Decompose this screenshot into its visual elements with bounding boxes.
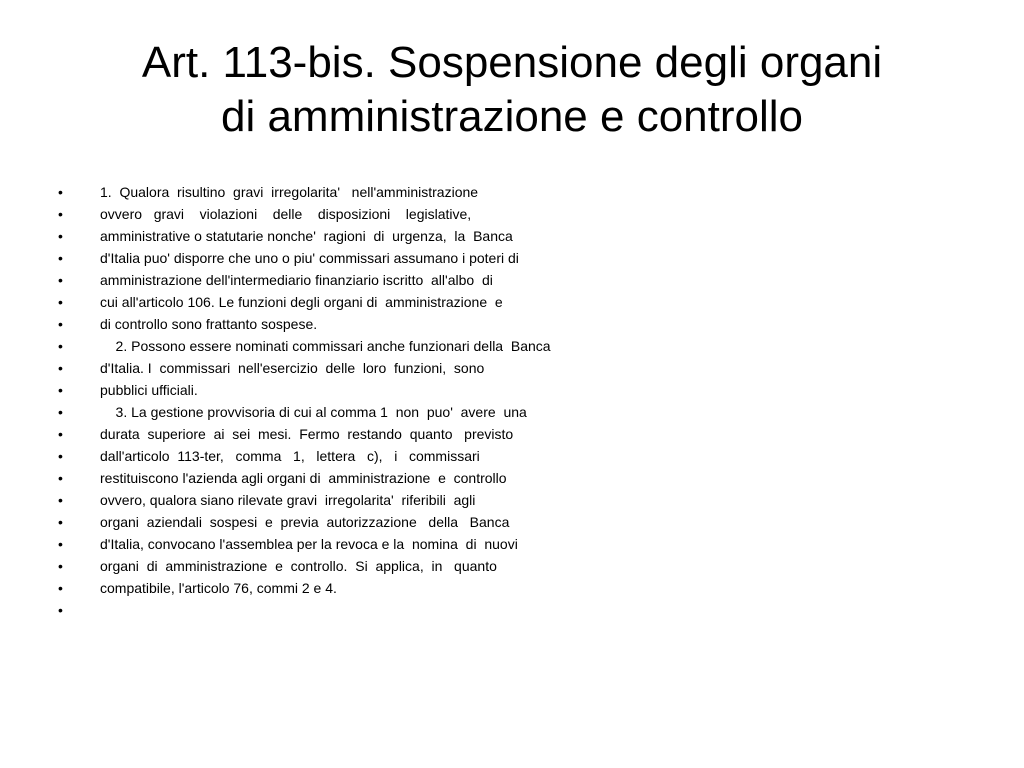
list-item — [58, 511, 658, 533]
bullet-icon: • — [58, 228, 63, 244]
bullet-icon: • — [58, 404, 63, 420]
list-item-text: pubblici ufficiali. — [100, 382, 198, 398]
bullet-icon: • — [58, 250, 63, 266]
slide-title-line-2: di amministrazione e controllo — [220, 92, 804, 141]
list-item-text: restituiscono l'azienda agli organi di amministrazione e controllo — [100, 470, 507, 486]
list-item-text: compatibile, l'articolo 76, commi 2 e 4. — [100, 580, 337, 596]
list-item — [58, 269, 658, 291]
bullet-icon: • — [58, 580, 63, 596]
list-item — [58, 357, 658, 379]
list-item — [58, 247, 658, 269]
slide-title — [40, 36, 984, 144]
list-item — [58, 489, 658, 511]
bullet-icon: • — [58, 272, 63, 288]
list-item-text: organi di amministrazione e controllo. Si applica, in quanto — [100, 558, 497, 574]
slide-title-line-1: Art. 113-bis. Sospensione degli organi — [141, 38, 883, 87]
list-item-text: amministrative o statutarie nonche' ragioni di urgenza, la Banca — [100, 228, 513, 244]
list-item-text: d'Italia, convocano l'assemblea per la revoca e la nomina di nuovi — [100, 536, 518, 552]
list-item-text: di controllo sono frattanto sospese. — [100, 316, 318, 332]
bullet-icon: • — [58, 294, 63, 310]
list-item-text: cui all'articolo 106. Le funzioni degli organi di amministrazione e — [100, 294, 503, 310]
bullet-icon: • — [58, 492, 63, 508]
list-item — [58, 335, 658, 357]
body-bullet-list — [58, 181, 658, 621]
list-item — [58, 445, 658, 467]
list-item — [58, 577, 658, 599]
list-item-text: 1. Qualora risultino gravi irregolarita' nell'amministrazione — [100, 184, 479, 200]
list-item-text: d'Italia. I commissari nell'esercizio delle loro funzioni, sono — [100, 360, 485, 376]
list-item-text: amministrazione dell'intermediario finanziario iscritto all'albo di — [100, 272, 493, 288]
bullet-icon: • — [58, 360, 63, 376]
list-item — [58, 291, 658, 313]
bullet-icon: • — [58, 184, 63, 200]
list-item — [58, 379, 658, 401]
bullet-icon: • — [58, 558, 63, 574]
list-item-text: ovvero, qualora siano rilevate gravi irregolarita' riferibili agli — [100, 492, 476, 508]
list-item-text: ovvero gravi violazioni delle disposizioni legislative, — [100, 206, 472, 222]
list-item — [58, 181, 658, 203]
bullet-icon: • — [58, 470, 63, 486]
bullet-icon: • — [58, 602, 63, 618]
bullet-icon: • — [58, 206, 63, 222]
list-item — [58, 599, 658, 621]
bullet-icon: • — [58, 338, 63, 354]
list-item — [58, 423, 658, 445]
bullet-icon: • — [58, 316, 63, 332]
list-item-text: organi aziendali sospesi e previa autorizzazione della Banca — [100, 514, 510, 530]
list-item — [58, 467, 658, 489]
list-item — [58, 225, 658, 247]
bullet-icon: • — [58, 514, 63, 530]
list-item — [58, 555, 658, 577]
list-item-text: 2. Possono essere nominati commissari anche funzionari della Banca — [100, 338, 551, 354]
bullet-icon: • — [58, 536, 63, 552]
list-item-text: dall'articolo 113-ter, comma 1, lettera c), i commissari — [100, 448, 480, 464]
list-item-text: d'Italia puo' disporre che uno o piu' commissari assumano i poteri di — [100, 250, 519, 266]
bullet-icon: • — [58, 448, 63, 464]
list-item — [58, 401, 658, 423]
list-item-text: 3. La gestione provvisoria di cui al comma 1 non puo' avere una — [100, 404, 527, 420]
bullet-icon: • — [58, 382, 63, 398]
list-item-text: durata superiore ai sei mesi. Fermo restando quanto previsto — [100, 426, 514, 442]
list-item — [58, 533, 658, 555]
list-item — [58, 203, 658, 225]
bullet-icon: • — [58, 426, 63, 442]
list-item — [58, 313, 658, 335]
